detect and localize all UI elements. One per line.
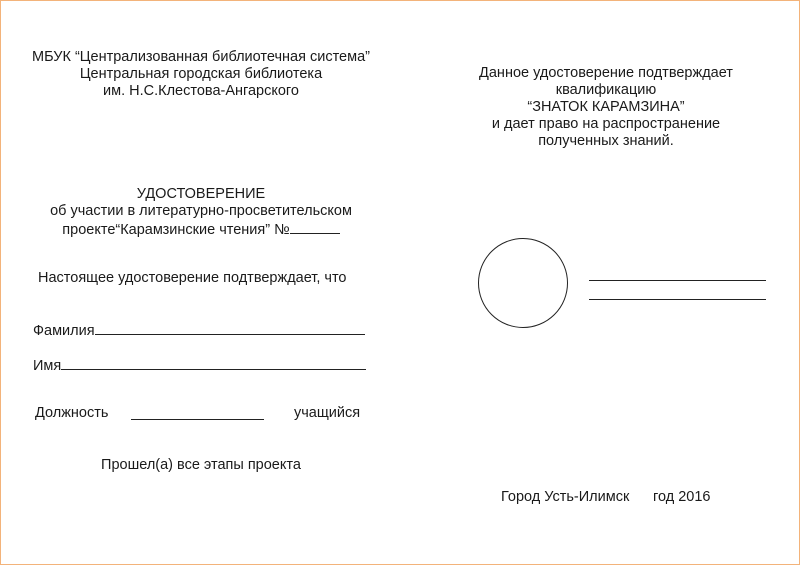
name-line bbox=[61, 356, 366, 370]
completed-text: Прошел(а) все этапы проекта bbox=[101, 457, 301, 473]
surname-line bbox=[95, 321, 365, 335]
qualification-line-5: полученных знаний. bbox=[538, 133, 674, 149]
position-label: Должность bbox=[35, 405, 109, 421]
certificate-number-line bbox=[290, 220, 340, 234]
stamp-circle bbox=[478, 238, 568, 328]
name-label: Имя bbox=[33, 358, 62, 374]
org-line-1: МБУК “Централизованная библиотечная система” bbox=[32, 49, 370, 65]
qualification-line-2: квалификацию bbox=[555, 82, 657, 98]
project-name: проекте“Карамзинские чтения” № bbox=[62, 222, 290, 238]
confirm-text: Настоящее удостоверение подтверждает, что bbox=[38, 270, 347, 286]
org-line-3: им. Н.С.Клестова-Ангарского bbox=[103, 83, 299, 99]
year-label: год 2016 bbox=[653, 489, 711, 505]
city-label: Город Усть-Илимск bbox=[501, 489, 630, 505]
qualification-line-1: Данное удостоверение подтверждает bbox=[479, 65, 733, 81]
document-title: УДОСТОВЕРЕНИЕ bbox=[136, 186, 266, 202]
qualification-line-4: и дает право на распространение bbox=[491, 116, 721, 132]
surname-row bbox=[33, 321, 365, 340]
document-heading bbox=[1, 186, 401, 239]
position-line bbox=[131, 419, 264, 420]
document-subtitle-1: об участии в литературно-просветительском bbox=[50, 203, 352, 219]
signature-line-2 bbox=[589, 299, 766, 300]
document-subtitle-2 bbox=[1, 220, 401, 239]
qualification-line-3: “ЗНАТОК КАРАМЗИНА” bbox=[527, 99, 685, 115]
org-header bbox=[1, 49, 401, 100]
position-value: учащийся bbox=[294, 405, 361, 421]
org-line-2: Центральная городская библиотека bbox=[79, 66, 323, 82]
surname-label: Фамилия bbox=[33, 323, 95, 339]
qualification-text bbox=[406, 65, 800, 150]
name-row bbox=[33, 356, 366, 375]
signature-line-1 bbox=[589, 280, 766, 281]
